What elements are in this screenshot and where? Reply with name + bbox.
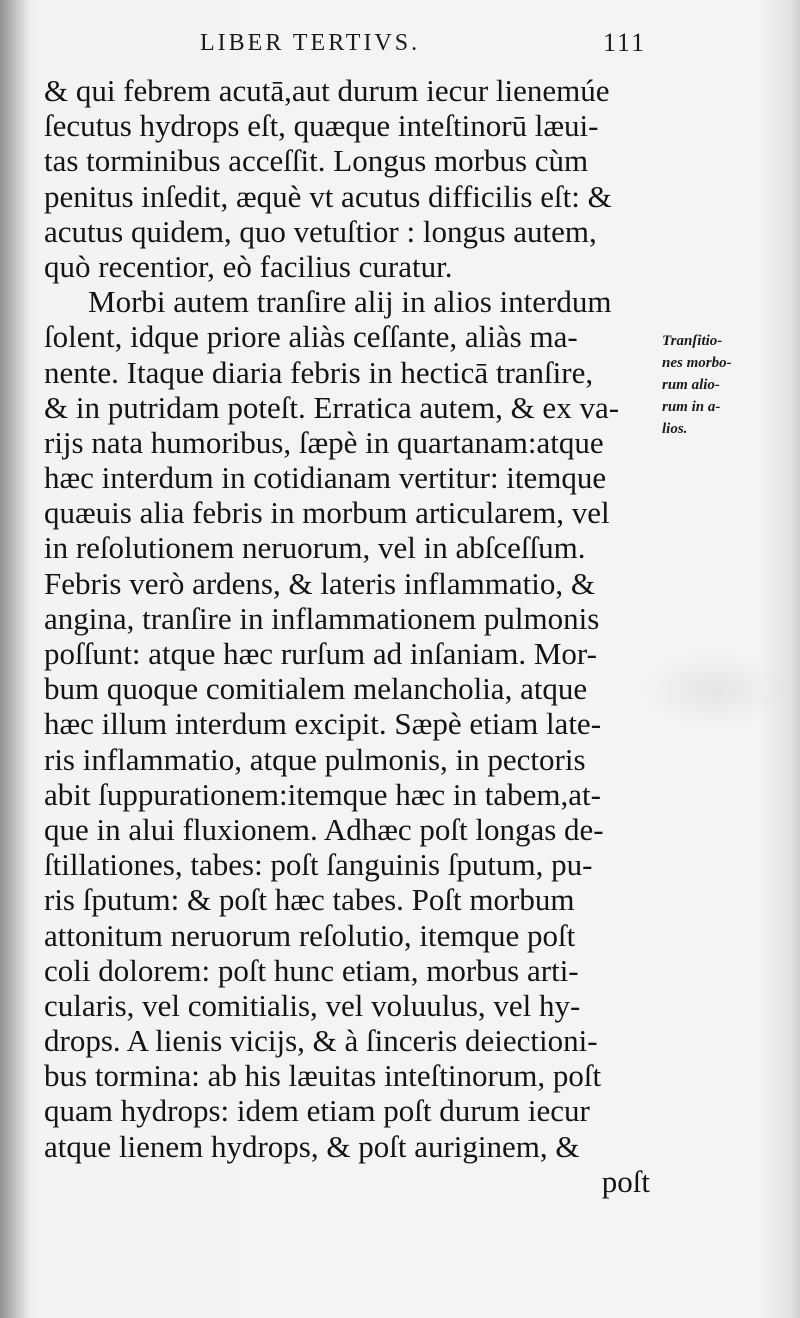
running-head: LIBER TERTIVS. bbox=[200, 30, 421, 56]
marginal-note-line: Tranſitio- bbox=[662, 333, 723, 349]
text-line: attonitum neruorum reſolutio, itemque poſt bbox=[44, 917, 576, 953]
text-line: bus tormina: ab his læuitas inteſtinorum, poſt bbox=[44, 1058, 602, 1094]
text-line: tas torminibus acceſſit. Longus morbus cùm bbox=[44, 143, 589, 179]
text-line: in reſolutionem neruorum, vel in abſceſſum. bbox=[44, 530, 586, 566]
marginal-note bbox=[662, 330, 772, 440]
text-line: quò recentior, eò facilius curatur. bbox=[44, 248, 453, 284]
text-line: & in putridam poteſt. Erratica autem, & ex va- bbox=[44, 389, 620, 425]
marginal-note-line: rum in a- bbox=[662, 399, 721, 415]
text-line: Morbi autem tranſire alij in alios interdum bbox=[88, 284, 612, 320]
text-line: angina, tranſire in inflammationem pulmonis bbox=[44, 600, 600, 636]
text-line: que in alui fluxionem. Adhæc poſt longas de- bbox=[44, 811, 604, 847]
catchword: poſt bbox=[601, 1163, 650, 1199]
text-line: coli dolorem: poſt hunc etiam, morbus arti- bbox=[44, 952, 579, 988]
page-header bbox=[40, 26, 760, 66]
text-line: atque lienem hydrops, & poſt auriginem, & bbox=[44, 1128, 580, 1164]
text-line: ſtillationes, tabes: poſt ſanguinis ſputum, pu- bbox=[44, 847, 593, 883]
main-text-block bbox=[44, 73, 656, 1199]
text-line: ris inflammatio, atque pulmonis, in pectoris bbox=[44, 741, 586, 777]
text-line: drops. A lienis vicijs, & à ſinceris deiectioni- bbox=[44, 1023, 598, 1059]
text-line: & qui febrem acutā,aut durum iecur lienemúe bbox=[44, 73, 610, 108]
text-line: ſolent, idque priore aliàs ceſſante, aliàs ma- bbox=[44, 319, 578, 355]
marginal-note-line: nes morbo- bbox=[662, 355, 732, 371]
text-line: poſſunt: atque hæc rurſum ad inſaniam. Mor- bbox=[44, 636, 597, 671]
show-through-smudge bbox=[640, 650, 790, 730]
text-line: cularis, vel comitialis, vel voluulus, vel hy- bbox=[44, 987, 581, 1023]
marginal-note-line: rum alio- bbox=[662, 377, 720, 393]
text-line: abit ſuppurationem:itemque hæc in tabem,at- bbox=[44, 776, 601, 812]
marginal-note-line: lios. bbox=[662, 421, 688, 437]
text-line: penitus inſedit, æquè vt acutus difficilis eſt: & bbox=[44, 178, 612, 214]
text-line: ris ſputum: & poſt hæc tabes. Poſt morbum bbox=[44, 882, 575, 918]
text-line: bum quoque comitialem melancholia, atque bbox=[44, 671, 588, 707]
text-line: nente. Itaque diaria febris in hecticā tranſire, bbox=[44, 354, 594, 390]
gutter-shadow bbox=[0, 0, 30, 1318]
page-number: 111 bbox=[603, 28, 647, 57]
text-line: quam hydrops: idem etiam poſt durum iecur bbox=[44, 1093, 590, 1129]
text-line: Febris verò ardens, & lateris inflammatio, & bbox=[44, 565, 595, 601]
text-line: ſecutus hydrops eſt, quæque inteſtinorū læui- bbox=[44, 108, 599, 144]
text-line: acutus quidem, quo vetuſtior : longus autem, bbox=[44, 213, 597, 249]
text-line: quæuis alia febris in morbum articularem, vel bbox=[44, 495, 610, 531]
text-line: hæc illum interdum excipit. Sæpè etiam late- bbox=[44, 706, 602, 742]
text-line: rijs nata humoribus, ſæpè in quartanam:atque bbox=[44, 424, 604, 460]
text-line: hæc interdum in cotidianam vertitur: itemque bbox=[44, 460, 607, 496]
